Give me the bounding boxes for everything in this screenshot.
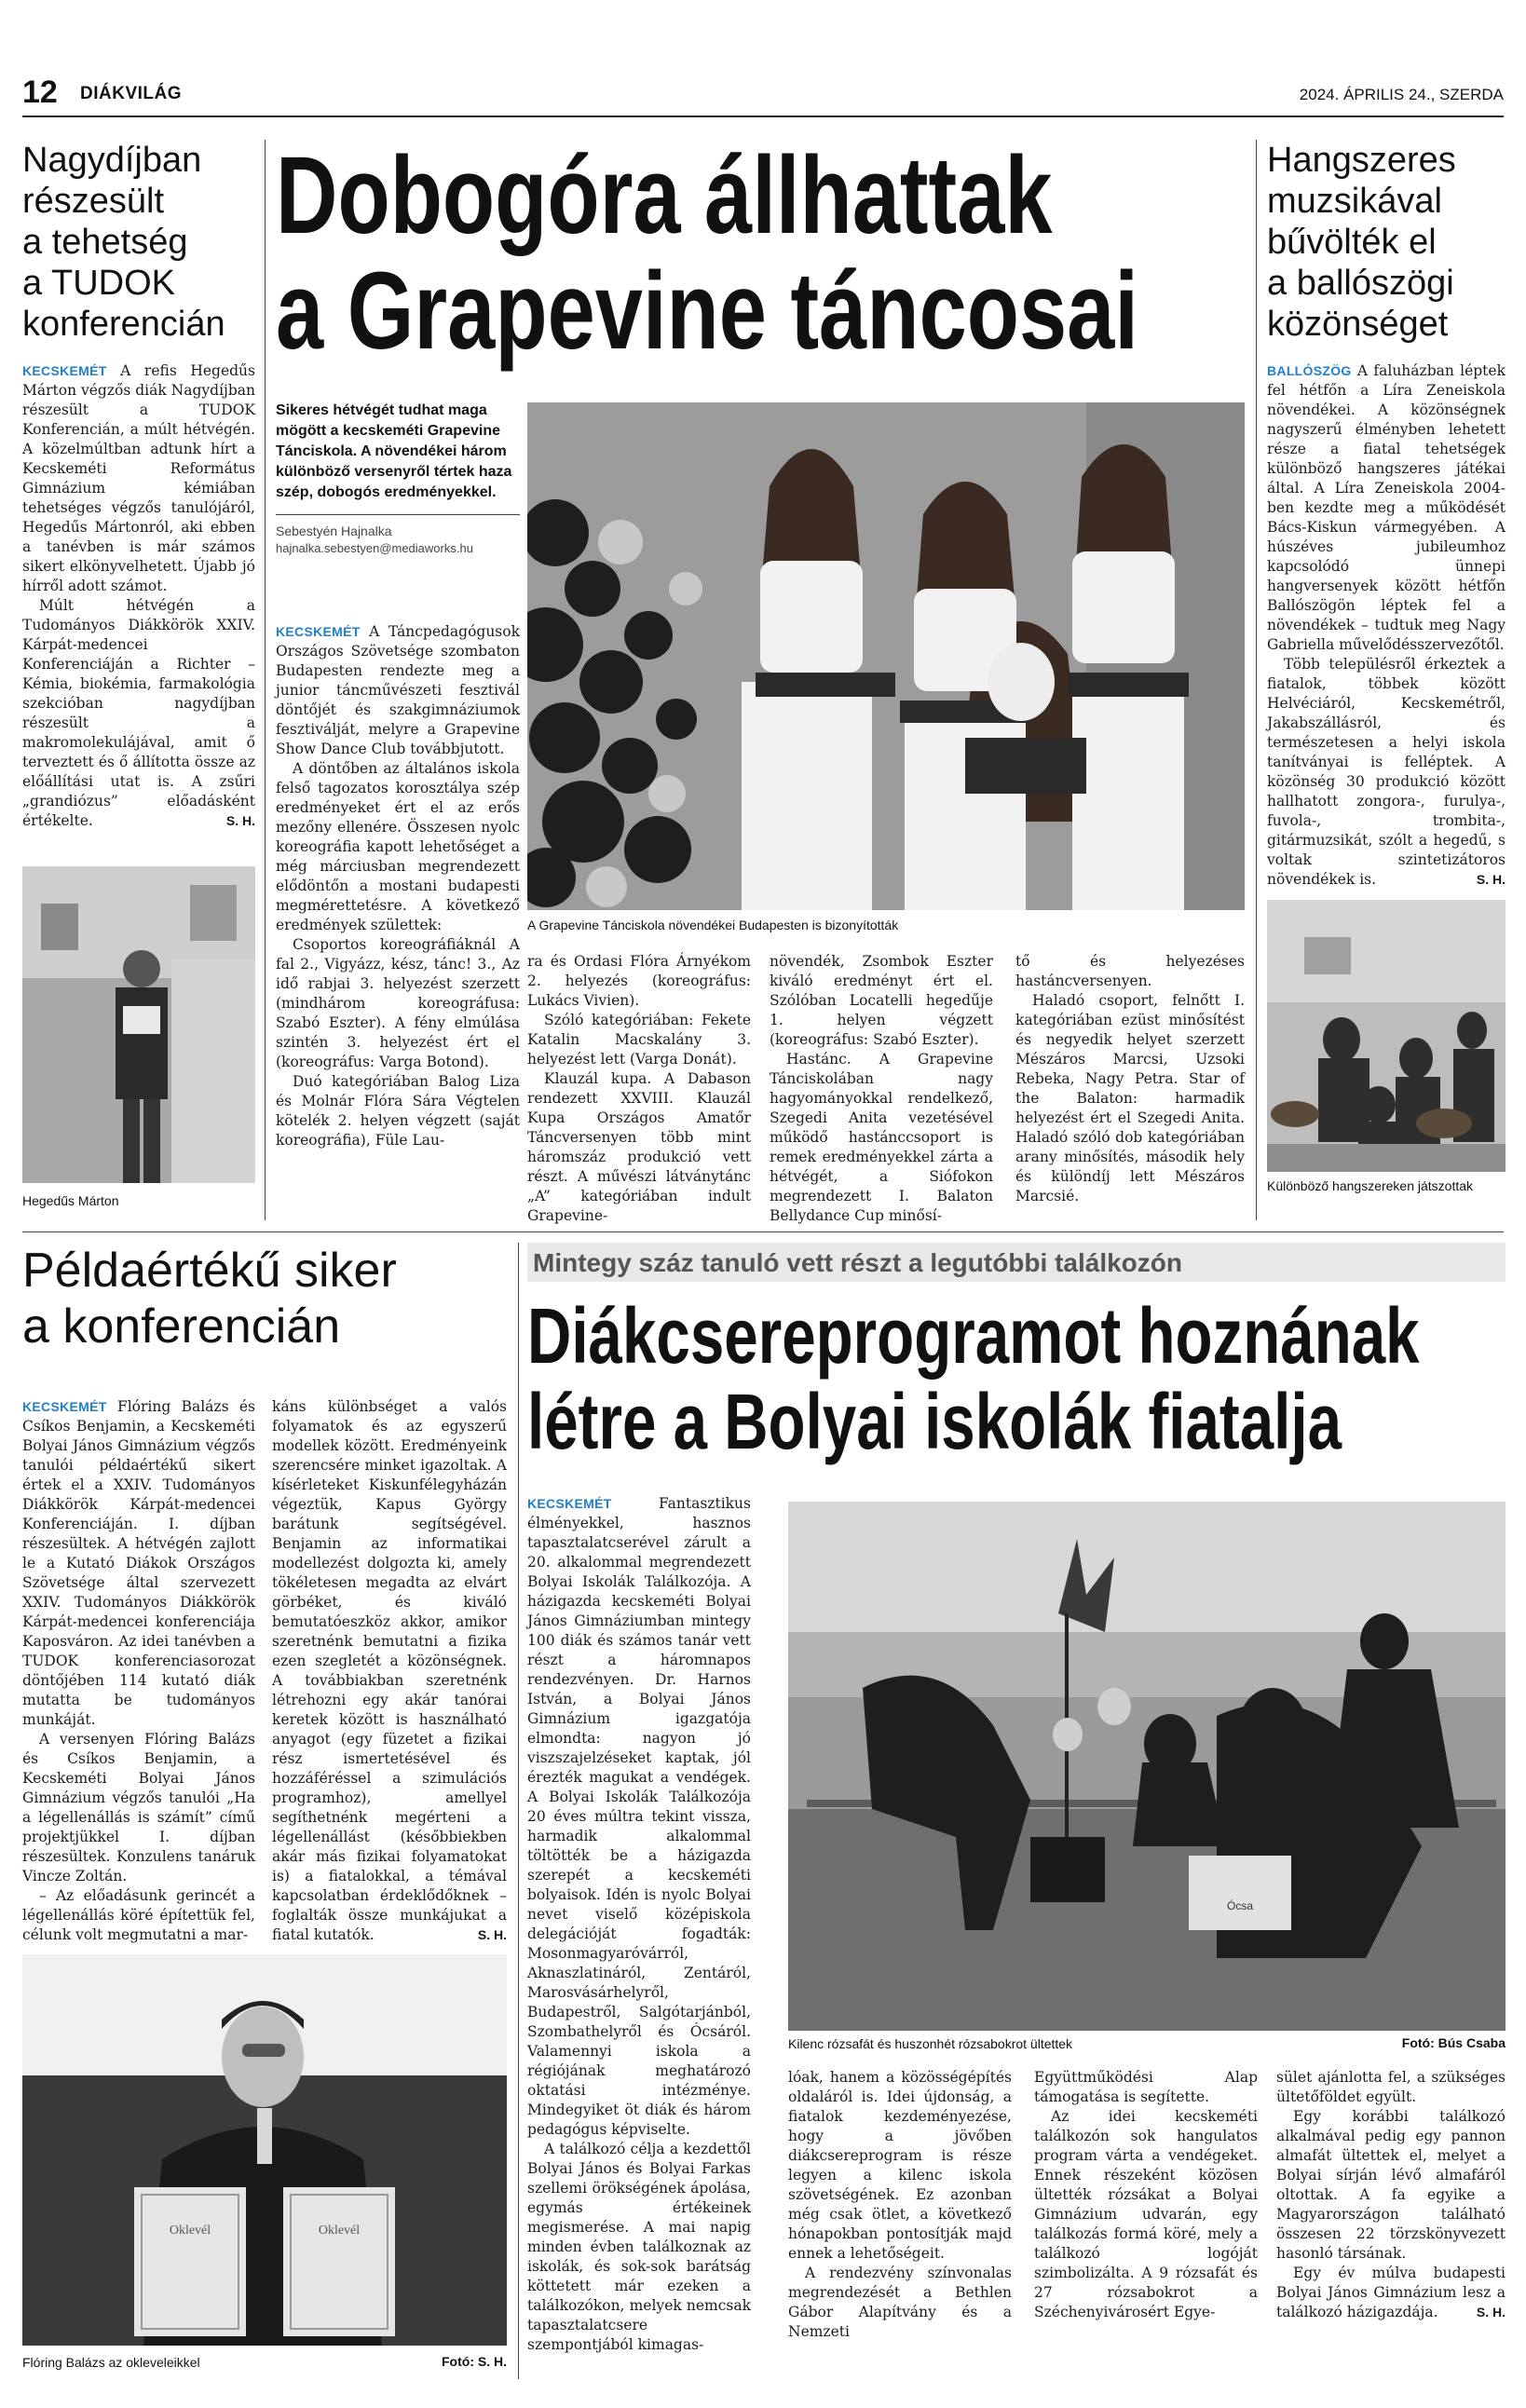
paragraph: sület ajánlotta fel, a szükséges ültetőföldet egyült. [1276, 2069, 1506, 2105]
headline-line: részesült [22, 182, 165, 221]
paragraph: Fantasztikus élményekkel, hasznos tapasztalatcserével zárult a 20. alkalommal megrendezett Bolyai Iskolák Találkozója. A házigazda kecskeméti Bolyai János Gimnáziumban mintegy 100 diák és számos tanár vett részt a háromnapos rendezvényen. Dr. Harnos István, a Bolyai János Gimnázium igazgatója elmondta: nagyon jó viszszajelzéseket kaptak, jól érezték magukat a vendégek. A Bolyai Iskolák Találkozója 20 éves múltra tekint vissza, harmadik alkalommal töltötték be a házigazda szerepét a kecskeméti bolyaisok. Idén is nyolc Bolyai nevet viselő középiskola delegációját fogadták: Mosonmagyaróvárról, Aknaszlatináról, Zentáról, Marosvásárhelyről, Budapestről, Salgótarjánból, Szombathelyről és Ócsáról. Valamennyi iskola a régiójának meghatározó oktatási intézménye. Mindegyiket öt diák és három pedagógus képviselte. [527, 1495, 751, 2138]
header-rule [22, 116, 1504, 117]
column-rule [265, 140, 266, 1220]
headline-line: Nagydíjban [22, 141, 202, 180]
subheadline-text: Mintegy száz tanuló vett részt a legutóbbi találkozón [533, 1248, 1182, 1277]
main-lead [276, 401, 520, 557]
paragraph: A refis Hegedűs Márton végzős diák Nagydíjban részesült a TUDOK Konferencián, a múlt hétvégén. A közelmúltban adtunk hírt a Kecskeméti Református Gimnázium kémiában tehetséges végzős tanulójáról, Hegedűs Mártonról, aki ebben a tanévben is már számos sikert elkönyvelhetett. Újabb jó hírről adott számot. [22, 362, 255, 594]
paragraph: A döntőben az általános iskola felső tagozatos korosztálya szép eredményeket ért el az erős mezőny ellenére. Összesen nyolc koreográfia kapott lehetőséget a még márciusban megrendezett elődöntőn a mostani budapesti megmérettetésre. A következő eredmények születtek: [276, 760, 520, 933]
bottom-left-photo-caption: Flóring Balázs az okleveleikkel [22, 2355, 200, 2370]
main-headline [276, 138, 1245, 389]
headline-line: Példaértékű siker [22, 1244, 397, 1298]
bottom-left-caption-row [22, 2353, 507, 2371]
author-email[interactable]: hajnalka.sebestyen@mediaworks.hu [276, 541, 473, 555]
paragraph: – Az előadásunk gerincét a légellenállás köré építettük fel, célunk volt megmutatni a mar- [22, 1887, 255, 1943]
column-rule [518, 1243, 519, 2379]
paragraph: A versenyen Flóring Balázs és Csíkos Benjamin, a Kecskeméti Bolyai János Gimnázium végzős tanulói „Ha a légellenállás is számít” című projektjükkel I. díjban részesültek. Konzulens tanáruk Vincze Zoltán. [22, 1731, 255, 1884]
headline-line: bűvölték el [1267, 223, 1437, 262]
headline-line: a konferencián [22, 1299, 341, 1354]
paragraph: káns különbséget a valós folyamatok és az egyszerű modellek között. Eredményeink szerencsére minket igazoltak. A kísérleteket Kiskunfélegyházán végeztük, Kapus György barátunk segítségével. Benjamin az informatikai modellezést dolgozta ki, amely tökéletesen megadta az elvárt görbéket, és kiváló bemutatóeszköz akkor, amikor szeretnénk bemutatni a fizika ezen szegletét a közönségnek. A továbbiakban szeretnénk létrehozni egy akár tanórai keretek között is használható anyagot (egy füzetet a fizikai rész ismertetésével és hozzáféréssel a szimulációs programhoz), amellyel segíthetnénk megérteni a légellenállást (későbbiekben akár más fizikai folyamatokat is) a fiatalokkal, a témával kapcsolatban érdeklődőknek – foglalták össze munkájukat a fiatal kutatók. [272, 1398, 507, 1943]
paragraph: Több településről érkeztek a fiatalok, többek között Helvéciáról, Kecskemétről, Jakabszállásról, és természetesen a helyi iskola tanítványai is felléptek. A közönség 30 produkció között hallhatott zongora-, furulya-, fuvola-, trombita-, gitármuzsikát, szólt a hegedű, s voltak szintetizátoros növendékek is. [1267, 656, 1506, 888]
bottom-right-photo-caption: Kilenc rózsafát és huszonhét rózsabokrot ültettek [788, 2036, 1073, 2051]
music-students-photo [1267, 900, 1506, 1172]
paragraph: Flóring Balázs és Csíkos Benjamin, a Kecskeméti Bolyai János Gimnázium végzős tanulói példaértékű sikert értek el a XXIV. Tudományos Diákkörök Kárpát-medencei Konferenciáján. I. díjban részesültek. A hétvégén zajlott le a Kutató Diákok Országos Szövetsége által szervezett XXIV. Tudományos Diákkörök Kárpát-medencei konferenciája Kaposváron. Az idei tanévben a TUDOK konferenciasorozat döntőjében 114 kutató diák mutatta be tudományos munkáját. [22, 1398, 255, 1728]
headline-line: létre a Bolyai iskolák fiatalja [527, 1378, 1342, 1465]
paragraph: Múlt hétvégén a Tudományos Diákkörök XXIV. Kárpát-medencei Konferenciáján a Richter – Kémia, biokémia, farmakológia szekcióban nagydíjban részesült a makromolekulájával, amit ő terveztett és ő állította össze az előállítási utat is. A zsűri „grandiózus” előadásként értékelte. [22, 597, 255, 829]
dateline: BALLÓSZÖG [1267, 363, 1352, 378]
hegedus-marton-photo [22, 866, 255, 1183]
author-name: Sebestyén Hajnalka [276, 524, 392, 538]
signature: S. H. [1476, 2305, 1506, 2320]
paragraph: növendék, Zsombok Eszter kiváló eredményt ért el. Szólóban Locatelli hegedűje 1. helyen végzett (koreográfus: Szabó Eszter). [770, 953, 993, 1048]
dancers-photo [527, 402, 1245, 910]
tree-planting-photo [788, 1502, 1506, 2031]
headline-line: a Grapevine táncosai [276, 250, 1138, 373]
main-col4 [1015, 952, 1245, 1206]
bottom-left-col2 [272, 1397, 507, 1945]
sign-text: Ócsa [1226, 1899, 1254, 1912]
diploma-text: Oklevél [318, 2224, 361, 2238]
main-col2 [527, 952, 751, 1226]
paragraph: A rendezvény színvonalas megrendezését a Bethlen Gábor Alapítvány és a Nemzeti [788, 2265, 1012, 2340]
paragraph: A találkozó célja a kezdettől Bolyai János és Bolyai Farkas szellemi örökségének ápolása, egymás értékeinek megismerése. A mai napig minden évben találkoznak az iskolák, és sok-sok barátság köttetett már ezeken a találkozókon, melyek nemcsak tapasztalatcsere szempontjából kimagas- [527, 2141, 751, 2353]
paragraph: lóak, hanem a közösségépítés oldaláról is. Idei újdonság, a fiatalok kezdeményezése, hogy a jövőben diákcsereprogram is része legyen a kilenc iskola szövetségének. Ez azonban még csak ötlet, a következő hónapokban pontosítják majd ennek a lehetőségeit. [788, 2069, 1012, 2262]
page-number: 12 [22, 75, 58, 110]
paragraph: Csoportos koreográfiáknál A fal 2., Vigyázz, kész, tánc! 3., Az idő rabjai 3. helyezést szerzett (mindhárom koreográfusa: Szabó Eszter). A fény elmúlása szintén 3. helyezést ért el (koreográfus: Varga Botond). [276, 936, 520, 1070]
page-header [22, 75, 1504, 117]
headline-line: konferencián [22, 305, 225, 344]
paragraph: Hastánc. A Grapevine Tánciskolában nagy hagyományokkal rendelkező, Szegedi Anita vezetésével működő hastánccsoport is remek eredményekkel zárta a hétvégét, a Siófokon megrendezett I. Balaton Bellydance Cup minősí- [770, 1051, 993, 1224]
headline-line: a ballószögi [1267, 264, 1454, 303]
paragraph: A Táncpedagógusok Országos Szövetsége szombaton Budapesten rendezte meg a junior táncművészeti fesztivál döntőjét és szakgimnáziumok fesztiválját, melyre a Grapevine Show Dance Club továbbjutott. [276, 623, 520, 757]
bottom-right-col1 [527, 1494, 751, 2355]
paragraph: Klauzál kupa. A Dabason rendezett XXVIII. Klauzál Kupa Országos Amatőr Táncversenyen több mint háromszáz produkció vett részt. A művészi látványtánc „A” kategóriában indult Grapevine- [527, 1070, 751, 1224]
paragraph: Haladó csoport, felnőtt I. kategóriában ezüst minősítést és negyedik helyet szerzett Mészáros Marcsi, Uzsoki Rebeka, Nagy Petra. Star of the Balaton: harmadik helyezést ért el Szegedi Anita. Haladó szóló dob kategóriában arany minősítés, második hely és különdíj lett Mészáros Marcsié. [1015, 992, 1245, 1204]
headline-line: Hangszeres [1267, 141, 1456, 180]
headline-line: muzsikával [1267, 182, 1442, 221]
section-name: DIÁKVILÁG [80, 84, 182, 103]
headline-line: közönséget [1267, 305, 1449, 344]
dateline: KECSKEMÉT [527, 1496, 612, 1511]
left-headline [22, 140, 255, 345]
main-col3 [770, 952, 993, 1226]
photo-credit: Fotó: Bús Csaba [1401, 2035, 1506, 2050]
bottom-right-headline [527, 1293, 1506, 1479]
paragraph: Szóló kategóriában: Fekete Katalin Macskalány 3. helyezést lett (Varga Donát). [527, 1012, 751, 1068]
right-headline [1267, 140, 1506, 345]
right-photo-caption: Különböző hangszereken játszottak [1267, 1178, 1474, 1193]
dateline: KECSKEMÉT [22, 363, 107, 378]
floring-balazs-photo [22, 1954, 507, 2346]
section-rule [22, 1231, 1504, 1232]
bottom-right-subheadline [527, 1243, 1506, 1282]
lead-text: Sikeres hétvégét tudhat maga mögött a kecskeméti Grapevine Tánciskola. A növendékei három különböző versenyről tértek haza szép, dobogós eredményekkel. [276, 402, 512, 500]
left-photo-caption: Hegedűs Márton [22, 1193, 119, 1208]
paragraph: Együttműködési Alap támogatása is segítette. [1034, 2069, 1258, 2105]
paragraph: Egy év múlva budapesti Bolyai János Gimnázium lesz a találkozó házigazdája. [1276, 2265, 1506, 2320]
paragraph: Az idei kecskeméti találkozón sok hangulatos program várta a vendégeket. Ennek részeként közösen ültették rózsákat a Bolyai Gimnázium udvarán, egy találkozás formá köré, mely a találkozó logóját szimbolizálta. A 9 rózsafát és 27 rózsabokrot a Széchenyivárosért Egye- [1034, 2108, 1258, 2320]
paragraph: tő és helyezéses hastáncversenyen. [1015, 953, 1245, 989]
paragraph: ra és Ordasi Flóra Árnyékom 2. helyezés (koreográfus: Lukács Vivien). [527, 953, 751, 1009]
paragraph: Duó kategóriában Balog Liza és Molnár Flóra Sára Végtelen kötelék 2. helyen végzett (saját koreográfia), Füle Lau- [276, 1073, 520, 1149]
headline-line: Diákcsereprogramot hoznának [527, 1293, 1420, 1380]
bottom-right-col4 [1276, 2068, 1506, 2322]
dateline: KECSKEMÉT [276, 624, 361, 639]
dateline: KECSKEMÉT [22, 1399, 107, 1414]
issue-date: 2024. ÁPRILIS 24., SZERDA [1299, 86, 1504, 103]
bottom-left-col1 [22, 1397, 255, 1945]
headline-line: a TUDOK [22, 264, 176, 303]
right-article [1267, 140, 1506, 890]
bottom-right-col3 [1034, 2068, 1258, 2322]
column-rule [1256, 140, 1257, 1220]
right-body [1267, 361, 1506, 890]
left-body [22, 361, 255, 831]
lead-rule [276, 514, 520, 515]
main-col1 [276, 622, 520, 1150]
paragraph: A faluházban léptek fel hétfőn a Líra Zeneiskola növendékei. A közönségnek nagyszerű élményben lehetett része a fiatal tehetségek különböző hangszeres játékai által. A Líra Zeneiskola 2004-ben kezdte meg a működését Bács-Kiskun vármegyében. A húszéves jubileumhoz kapcsolódó ünnepi hangversenyek között hétfőn Ballószögön léptek fel a növendékek – tudtuk meg Nagy Gabriella művelődésszervezőtől. [1267, 362, 1506, 653]
paragraph: Egy korábbi találkozó alkalmával pedig egy pannon almafát ültettek el, melyet a Bolyai sírján lévő almafáról oltottak. A fa egyike a Magyarországon található összesen 22 törzskönyvezett hasonló társának. [1276, 2108, 1506, 2262]
bottom-left-headline [22, 1243, 507, 1354]
headline-line: Dobogóra állhattak [276, 138, 1053, 257]
bottom-right-caption-row [788, 2034, 1506, 2052]
headline-line: a tehetség [22, 223, 188, 262]
main-photo-caption: A Grapevine Tánciskola növendékei Budapesten is bizonyították [527, 918, 899, 932]
photo-credit: Fotó: S. H. [442, 2354, 507, 2369]
signature: S. H. [477, 1927, 507, 1942]
diploma-text: Oklevél [169, 2224, 211, 2238]
signature: S. H. [225, 813, 255, 828]
signature: S. H. [1476, 872, 1506, 887]
bottom-right-col2 [788, 2068, 1012, 2342]
